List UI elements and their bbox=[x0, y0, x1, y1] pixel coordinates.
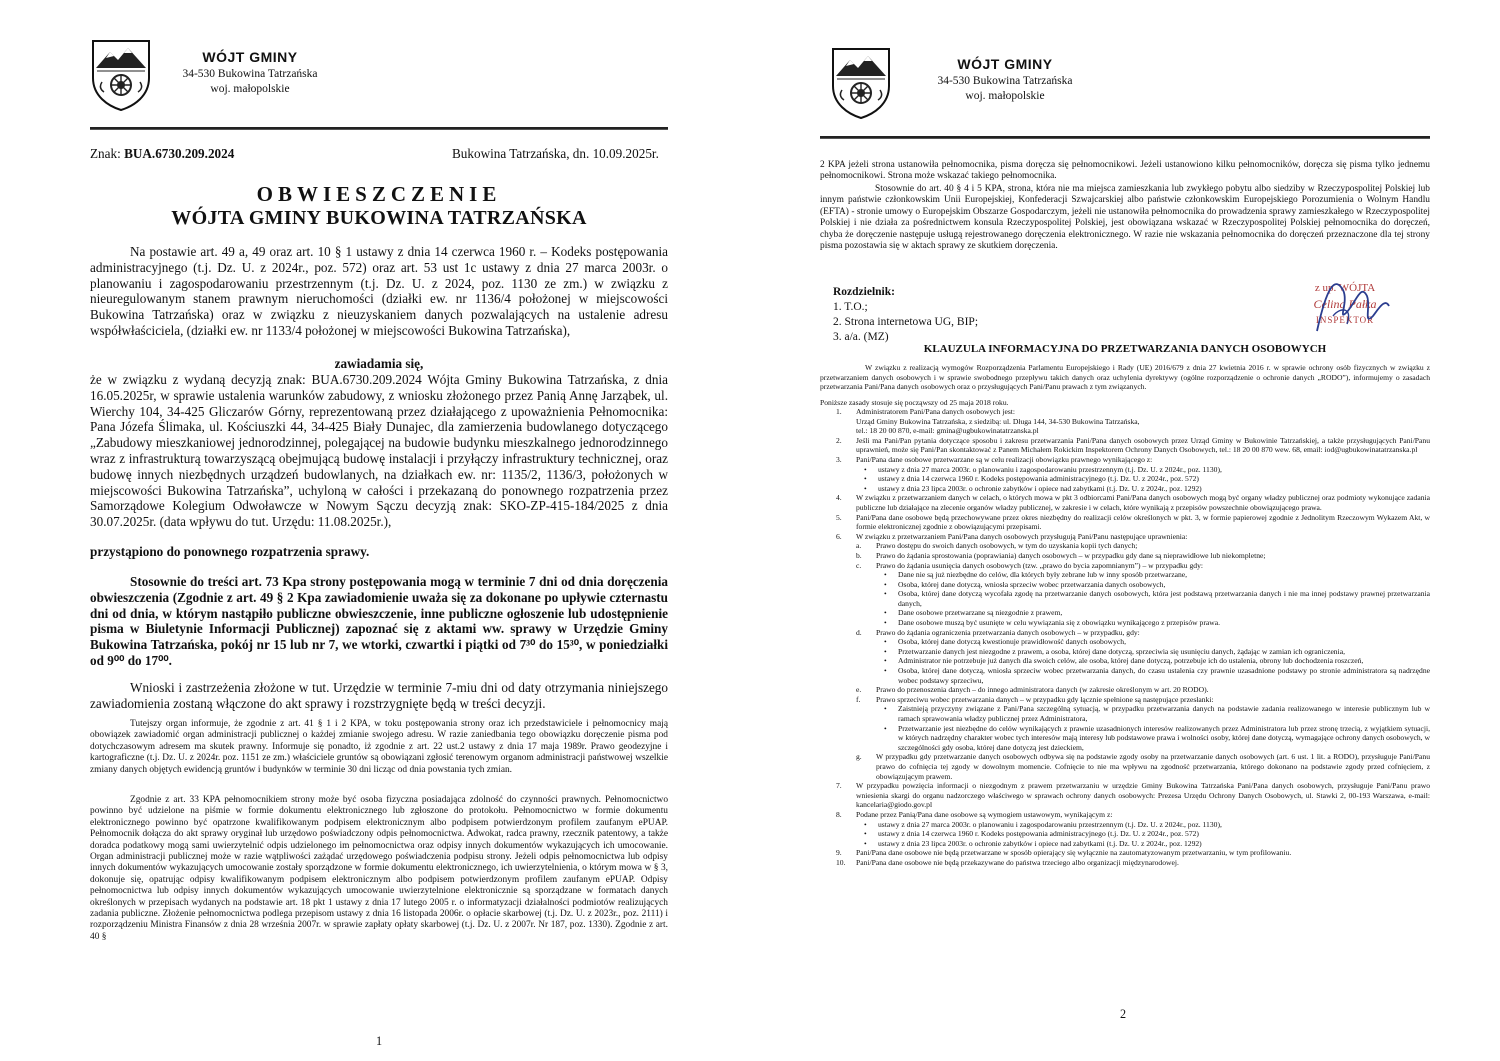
letterhead-address: 34-530 Bukowina Tatrzańska bbox=[182, 68, 318, 80]
erasure-condition: • Osoba, której dane dotyczą wycofała zgodę na przetwarzanie danych osobowych, która jest podstawą przetwarzania danych i nie ma innej podstawy prawnej przetwarzania danych, bbox=[876, 589, 1430, 608]
admin-address: Urząd Gminy Bukowina Tatrzańska, z siedzibą: ul. Długa 144, 34-530 Bukowina Tatrzańska, bbox=[856, 416, 1140, 426]
stamp-line-2: Celina Pałka bbox=[1313, 297, 1377, 311]
right-item-d: d. Prawo do żądania ograniczenia przetwarzania danych osobowych – w przypadku, gdy: • Osoba, której dane dotyczą kwestionuje prawidłowość danych osobowych, • Przetwarzanie danych jest niezgodne z prawem, a osoba, której dane dotyczą, sprzeciwia się usunięciu danych, żądając w zamian ich ograniczenia, • Administrator nie potrzebuje już danych dla swoich celów, ale osoba, której dane dotyczą, potrzebuje ich do ustalenia, obrony lub dochodzenia roszczeń, • Osoba, której dane dotyczą, wniosła sprzeciw wobec przetwarzania danych, do czasu ustalenia czy prawnie uzasadnione podstawy po stronie administratora są nadrzędne wobec podstawy sprzeciwu, bbox=[856, 628, 1430, 686]
statutory-basis-item: • ustawy z dnia 27 marca 2003r. o planowaniu i zagospodarowaniu przestrzennym (t.j. Dz. U. z 2024r., poz. 1130), bbox=[856, 820, 1430, 830]
delivery-paragraph: 2 KPA jeżeli strona ustanowiła pełnomocnika, pisma doręcza się pełnomocnikowi. Jeżeli ustanowiono kilku pełnomocników, doręcza się pisma tylko jednemu pełnomocnikowi. Strona może wskazać takiego pełnomocnika. bbox=[820, 160, 1430, 182]
foreign-party-paragraph: Stosownie do art. 40 § 4 i 5 KPA, strona, która nie ma miejsca zamieszkania lub zwykłego pobytu albo siedziby w Rzeczypospolitej Polskiej lub innym państwie członkowskim Unii Europejskiej, Konfederacji Szwajcarskiej albo państwie członkowskim Europejskiego Porozumienia o Wolnym Handlu (EFTA) - stronie umowy o Europejskim Obszarze Gospodarczym, jeżeli nie ustanowiła pełnomocnika do prowadzenia sprawy zamieszkałego w Rzeczypospolitej Polskiej i nie działa za pośrednictwem konsula Rzeczypospolitej Polskiej, jest obowiązana wskazać w Rzeczypospolitej Polskiej pełnomocnika do doręczeń, chyba że doręczenie następuje usługą rejestrowanego doręczenia elektronicznego. W razie nie wskazania pełnomocnika do doręczeń przeznaczone dla tej strony pisma pozostawia się w aktach sprawy ze skutkiem doręczenia. bbox=[820, 184, 1430, 252]
right-item-a: a. Prawo dostępu do swoich danych osobowych, w tym do uzyskania kopii tych danych; bbox=[856, 541, 1138, 551]
letterhead-region: woj. małopolskie bbox=[210, 83, 290, 95]
objection-condition: • Przetwarzanie jest niezbędne do celów wynikających z prawnie uzasadnionych interesów realizowanych przez Administratora lub przez stronę trzecią, z wyjątkiem sytuacji, w których nadrzędny charakter wobec tych interesów mają interesy lub podstawowe prawa i wolności osoby, której dane dotyczą, wymagające ochrony danych osobowych, w szczególności gdy osoba, której dane dotyczą jest dzieckiem, bbox=[876, 724, 1430, 753]
header-divider bbox=[820, 136, 1430, 139]
address-change-paragraph: Tutejszy organ informuje, że zgodnie z art. 41 § 1 i 2 KPA, w toku postępowania strony oraz ich przedstawiciele i pełnomocnicy mają obowiązek zawiadomić organ administracji publicznej o każdej zmianie swojego adresu. W razie zaniedbania tego obowiązku doręczenie pisma pod dotychczasowym adresem ma skutek prawny. Informuje się ponadto, iż zgodnie z art. 22 ust.2 ustawy z dnia 17 maja 1989r. Prawo geodezyjne i kartograficzne (t.j. Dz. U. z 2024r. poz. 1151 ze zm.) właściciele gruntów są obowiązani zgłosić terenowym organom administracji państwowej wszelkie zmiany danych objętych ewidencją gruntów i budynków w terminie 30 dni licząc od dnia powstania tych zmian. bbox=[90, 719, 668, 775]
clause-item-2: 2. Jeśli ma Pani/Pan pytania dotyczące sposobu i zakresu przetwarzania Pani/Pana danych osobowych przez Urząd Gminy w Bukowinie Tatrzańskiej, a także przysługujących Pani/Panu uprawnień, może się Pani/Pan skontaktować z Panem Michałem Rokickim Inspektorem Ochrony Danych Osobowych, tel.: 18 20 00 870 wew. 68, email: iod@ugbukowinatatrzanska.pl bbox=[836, 435, 1430, 455]
letterhead-region: woj. małopolskie bbox=[965, 90, 1045, 102]
clause-intro: W związku z realizacją wymogów Rozporządzenia Parlamentu Europejskiego i Rady (UE) 2016/679 z dnia 27 kwietnia 2016 r. w sprawie ochrony osób fizycznych w związku z przetwarzaniem danych osobowych i w sprawie swobodnego przepływu takich danych oraz uchylenia dyrektywy (ogólne rozporządzenie o ochronie danych „RODO”), informujemy o zasadach przetwarzania Pani/Pana danych osobowych oraz o przysługujących Pani/Panu prawach z tym związanych. bbox=[820, 363, 1430, 392]
distribution-item: 3. a/a. (MZ) bbox=[833, 331, 889, 343]
distribution-list bbox=[833, 285, 978, 345]
document-subtitle: WÓJTA GMINY BUKOWINA TATRZAŃSKA bbox=[171, 207, 587, 229]
page-number-1: 1 bbox=[376, 1034, 383, 1048]
legal-basis-item: • ustawy z dnia 27 marca 2003r. o planowaniu i zagospodarowaniu przestrzennym (t.j. Dz. U. z 2024r., poz. 1130), bbox=[856, 465, 1430, 475]
clause-item-10: 10. Pani/Pana dane osobowe nie będą przekazywane do państwa trzeciego albo organizacji międzynarodowej. bbox=[836, 857, 1179, 867]
letterhead bbox=[175, 48, 325, 97]
inspection-paragraph: Stosownie do treści art. 73 Kpa strony postępowania mogą w terminie 7 dni od dnia doręczenia obwieszczenia (Zgodnie z art. 49 § 2 Kpa zawiadomienie uważa się za dokonane po upływie czternastu dni od dnia, w którym nastąpiło publiczne obwieszczenie, inne publiczne ogłoszenie lub udostępnienie pisma w Biuletynie Informacji Publicznej) zapoznać się z aktami ww. sprawy w Urzędzie Gminy Bukowina Tatrzańska, pokój nr 15 lub nr 7, we wtorki, czwartki i piątki od 7³⁰ do 15³⁰, w poniedziałki od 9⁰⁰ do 17⁰⁰. bbox=[90, 574, 668, 668]
right-item-b: b. Prawo do żądania sprostowania (poprawiania) danych osobowych – w przypadku gdy dane są nieprawidłowe lub niekompletne; bbox=[856, 550, 1266, 560]
clause-item-1: 1. Administratorem Pani/Pana danych osobowych jest: Urząd Gminy Bukowina Tatrzańska, z siedzibą: ul. Długa 144, 34-530 Bukowina Tatrzańska, tel.: 18 20 00 870, e-mail: gmina@ugbukowinatatrzanska.pl bbox=[836, 407, 1430, 436]
legal-basis-item: • ustawy z dnia 23 lipca 2003r. o ochronie zabytków i opiece nad zabytkami (t.j. Dz. U. z 2024r., poz. 1292) bbox=[856, 484, 1430, 494]
power-of-attorney-paragraph: Zgodnie z art. 33 KPA pełnomocnikiem strony może być osoba fizyczna posiadająca zdolność do czynności prawnych. Pełnomocnictwo powinno być udzielone na piśmie w formie dokumentu elektronicznego lub zgłoszone do protokołu. Pełnomocnictwo w formie dokumentu elektronicznego powinno być opatrzone kwalifikowanym podpisem elektronicznym albo podpisem potwierdzonym profilem zaufanym ePUAP. Pełnomocnik dołącza do akt sprawy oryginał lub urzędowo poświadczony odpis pełnomocnictwa. Adwokat, radca prawny, rzecznik patentowy, a także doradca podatkowy mogą sami uwierzytelnić odpis udzielonego im pełnomocnictwa oraz odpisy innych dokumentów wykazujących ich umocowanie. Organ administracji publicznej może w razie wątpliwości zażądać urzędowego poświadczenia podpisu strony. Jeżeli odpis pełnomocnictwa lub odpisy innych dokumentów wykazujących umocowanie zostały sporządzone w formie dokumentu elektronicznego, ich uwierzytelnienia, o którym mowa w § 3, dokonuje się, opatrując odpisy kwalifikowanym podpisem elektronicznym albo podpisem potwierdzonym profilem zaufanym ePUAP. Odpisy pełnomocnictwa lub odpisy innych dokumentów wykazujących umocowanie uwierzytelnione elektronicznie są sporządzane w formatach danych określonych w przepisach wydanych na podstawie art. 18 pkt 1 ustawy z dnia 17 lutego 2005 r. o informatyzacji działalności podmiotów realizujących zadania publiczne. Złożenie pełnomocnictwa podlega przepisom ustawy z dnia 16 listopada 2006r. o opłacie skarbowej (t.j. Dz. U. z 2023r., poz. 2111) i rozporządzeniu Ministra Finansów z dnia 28 września 2007r. w sprawie zapłaty opłaty skarbowej (t.j. Dz. U. z 2007r. Nr 187, poz. 1330). Zgodnie z art. 40 § bbox=[90, 795, 668, 942]
intro-paragraph: Na postawie art. 49 a, 49 oraz art. 10 § 1 ustawy z dnia 14 czerwca 1960 r. – Kodeks postępowania administracyjnego (t.j. Dz. U. z 2024r., poz. 572) oraz art. 53 ust 1c ustawy z dnia 27 marca 2003r. o planowaniu i zagospodarowaniu przestrzennym (t.j. Dz. U. z 2024, poz. 1130 ze zm.) w związku z nieuregulowanym stanem prawnym nieruchomości (działki ew. nr 1136/4 położonej w miejscowości Bukowina Tatrzańska) oraz w związku z nieuzyskaniem danych pozwalających na ustalenie adresu współwłaściciela, (działki ew. nr 1133/4 położonej w miejscowości Bukowina Tatrzańska), bbox=[90, 244, 668, 338]
document-title: OBWIESZCZENIE bbox=[256, 182, 502, 206]
handwritten-signature-icon bbox=[1277, 276, 1417, 340]
stamp-line-1: z up. WÓJTA bbox=[1314, 282, 1376, 294]
proceeded-line: przystąpiono do ponownego rozpatrzenia sprawy. bbox=[90, 544, 370, 559]
reference-number: Znak: BUA.6730.209.2024 bbox=[90, 146, 235, 161]
notice-heading: zawiadamia się, bbox=[334, 356, 424, 371]
clause-item-9: 9. Pani/Pana dane osobowe nie będą przetwarzane w sposób opierający się wyłącznie na zautomatyzowanym przetwarzaniu, w tym profilowaniu. bbox=[836, 848, 1292, 858]
header-divider bbox=[90, 127, 668, 130]
coat-of-arms-icon bbox=[90, 38, 152, 112]
statutory-basis-item: • ustawy z dnia 14 czerwca 1960 r. Kodeks postępowania administracyjnego (t.j. Dz. U. z 2024r., poz. 572) bbox=[856, 829, 1430, 839]
letterhead-title: WÓJT GMINY bbox=[957, 56, 1053, 72]
distribution-label: Rozdzielnik: bbox=[833, 286, 895, 298]
signature-stamp bbox=[1277, 276, 1417, 340]
legal-basis-item: • ustawy z dnia 14 czerwca 1960 r. Kodeks postępowania administracyjnego (t.j. Dz. U. z 2024r., poz. 572) bbox=[856, 474, 1430, 484]
restriction-condition: • Administrator nie potrzebuje już danych dla swoich celów, ale osoba, której dane dotyczą, potrzebuje ich do ustalenia, obrony lub dochodzenia roszczeń, bbox=[876, 656, 1430, 666]
coat-of-arms-icon bbox=[830, 46, 892, 120]
right-item-g: g. W przypadku gdy przetwarzanie danych osobowych odbywa się na podstawie zgody osoby na przetwarzanie danych osobowych (art. 6 ust. 1 lit. a RODO), przysługuje Pani/Panu prawo do cofnięcia tej zgody w dowolnym momencie. Cofnięcie to nie ma wpływu na zgodność przetwarzania, którego dokonano na podstawie zgody przed cofnięciem, z obowiązującym prawem. bbox=[856, 752, 1430, 781]
erasure-condition: • Osoba, której dane dotyczą, wniosła sprzeciw wobec przetwarzania danych osobowych, bbox=[876, 580, 1430, 590]
clause-item-4: 4. W związku z przetwarzaniem danych w celach, o których mowa w pkt 3 odbiorcami Pani/Pana danych osobowych mogą być organy władzy publicznej oraz podmioty wykonujące zadania publiczne lub działające na zlecenie organów władzy publicznej, w zakresie i w celach, które wynikają z przepisów powszechnie obowiązującego prawa. bbox=[836, 493, 1430, 512]
admin-contact: tel.: 18 20 00 870, e-mail: gmina@ugbukowinatatrzanska.pl bbox=[856, 426, 1039, 436]
erasure-condition: • Dane osobowe muszą być usunięte w celu wywiązania się z obowiązku wynikającego z przepisów prawa. bbox=[876, 618, 1430, 628]
letterhead bbox=[930, 55, 1080, 104]
notice-body: że w związku z wydaną decyzją znak: BUA.6730.209.2024 Wójta Gminy Bukowina Tatrzańska, z dnia 16.05.2025r, w sprawie ustalenia warunków zabudowy, z wniosku złożonego przez Panią Annę Jarząbek, ul. Wierchy 104, 34-425 Gliczarów Górny, reprezentowaną przez działającego z upoważnienia Pełnomocnika: Pana Józefa Ślimaka, ul. Kościuszki 44, 34-425 Biały Dunajec, dla zamierzenia budowlanego dotyczącego „Zabudowy mieszkaniowej jednorodzinnej, polegającej na budowie budynku mieszkalnego jednorodzinnego wraz z infrastrukturą towarzyszącą obejmującą budowę instalacji i przyłączy infrastruktury technicznej, oraz budowę innych niezbędnych urządzeń budowlanych, na działkach ew. nr: 1135/2, 1136/3, położonych w miejscowości Bukowina Tatrzańska”, uchyloną w całości i przekazaną do ponownego rozpatrzenia przez Samorządowe Kolegium Odwoławcze w Nowym Sączu decyzją znak: SKO-ZP-415-184/2025 z dnia 30.07.2025r. (data wpływu do tut. Urzędu: 11.08.2025r.), bbox=[90, 372, 668, 530]
clause-item-7: 7. W przypadku powzięcia informacji o niezgodnym z prawem przetwarzaniu w urzędzie Gminy Bukowina Tatrzańska Pani/Pana danych osobowych, przysługuje Pani/Panu prawo wniesienia skargi do organu nadzorczego właściwego w sprawach ochrony danych osobowych: Prezesa Urzędu Ochrony Danych Osobowych, ul. Stawki 2, 00-193 Warszawa, e-mail: kancelaria@giodo.gov.pl bbox=[836, 781, 1430, 810]
erasure-condition: • Dane nie są już niezbędne do celów, dla których były zebrane lub w inny sposób przetwarzane, bbox=[876, 570, 1430, 580]
letterhead-address: 34-530 Bukowina Tatrzańska bbox=[937, 75, 1073, 87]
page-2 bbox=[750, 0, 1500, 1061]
distribution-item: 2. Strona internetowa UG, BIP; bbox=[833, 316, 979, 328]
restriction-condition: • Przetwarzanie danych jest niezgodne z prawem, a osoba, której dane dotyczą, sprzeciwia się usunięciu danych, żądając w zamian ich ograniczenia, bbox=[876, 647, 1430, 657]
right-item-c: c. Prawo do żądania usunięcia danych osobowych (tzw. „prawo do bycia zapomnianym”) – w przypadku gdy: • Dane nie są już niezbędne do celów, dla których były zebrane lub w inny sposób przetwarzane, • Osoba, której dane dotyczą, wniosła sprzeciw wobec przetwarzania danych osobowych, • Osoba, której dane dotyczą wycofała zgodę na przetwarzanie danych osobowych, która jest podstawą przetwarzania danych i nie ma innej podstawy prawnej przetwarzania danych, • Dane osobowe przetwarzane są niezgodnie z prawem, • Dane osobowe muszą być usunięte w celu wywiązania się z obowiązku wynikającego z przepisów prawa. bbox=[856, 561, 1430, 628]
statutory-basis-item: • ustawy z dnia 23 lipca 2003r. o ochronie zabytków i opiece nad zabytkami (t.j. Dz. U. z 2024r., poz. 1292) bbox=[856, 839, 1430, 849]
restriction-condition: • Osoba, której dane dotyczą, wniosła sprzeciw wobec przetwarzania danych, do czasu ustalenia czy prawnie uzasadnione podstawy po stronie administratora są nadrzędne wobec podstawy sprzeciwu, bbox=[876, 666, 1430, 685]
stamp-line-3: INSPEKTOR bbox=[1315, 315, 1375, 325]
restriction-condition: • Osoba, której dane dotyczą kwestionuje prawidłowość danych osobowych, bbox=[876, 637, 1430, 647]
distribution-item: 1. T.O.; bbox=[833, 301, 868, 313]
clause-item-8: 8. Podane przez Panią/Pana dane osobowe są wymogiem ustawowym, wynikającym z: • ustawy z dnia 27 marca 2003r. o planowaniu i zagospodarowaniu przestrzennym (t.j. Dz. U. z 2024r., poz. 1130), • ustawy z dnia 14 czerwca 1960 r. Kodeks postępowania administracyjnego (t.j. Dz. U. z 2024r., poz. 572) • ustawy z dnia 23 lipca 2003r. o ochronie zabytków i opiece nad zabytkami (t.j. Dz. U. z 2024r., poz. 1292) bbox=[836, 810, 1430, 848]
right-item-e: e. Prawo do przenoszenia danych – do innego administratora danych (w zakresie określonym w art. 20 RODO). bbox=[856, 685, 1209, 695]
document-date: Bukowina Tatrzańska, dn. 10.09.2025r. bbox=[452, 146, 659, 161]
page-number-2: 2 bbox=[1120, 1007, 1127, 1021]
objections-paragraph: Wnioski i zastrzeżenia złożone w tut. Urzędzie w terminie 7-miu dni od daty otrzymania niniejszego zawiadomienia zostaną włączone do akt sprawy i rozstrzygnięte będą w treści decyzji. bbox=[90, 680, 668, 711]
clause-since: Poniższe zasady stosuje się począwszy od 25 maja 2018 roku. bbox=[820, 398, 1009, 407]
objection-condition: • Zaistnieją przyczyny związane z Pani/Pana szczególną sytuacją, w przypadku przetwarzania danych na podstawie zadania realizowanego w interesie publicznym lub w ramach sprawowania władzy publicznej przez Administratora, bbox=[876, 704, 1430, 723]
clause-item-3: 3. Pani/Pana dane osobowe przetwarzane są w celu realizacji obowiązku prawnego wynikającego z: • ustawy z dnia 27 marca 2003r. o planowaniu i zagospodarowaniu przestrzennym (t.j. Dz. U. z 2024r., poz. 1130), • ustawy z dnia 14 czerwca 1960 r. Kodeks postępowania administracyjnego (t.j. Dz. U. z 2024r., poz. 572) • ustawy z dnia 23 lipca 2003r. o ochronie zabytków i opiece nad zabytkami (t.j. Dz. U. z 2024r., poz. 1292) bbox=[836, 455, 1430, 493]
rights-list bbox=[836, 541, 1430, 781]
right-item-f: f. Prawo sprzeciwu wobec przetwarzania danych – w przypadku gdy łącznie spełnione są następujące przesłanki: • Zaistnieją przyczyny związane z Pani/Pana szczególną sytuacją, w przypadku przetwarzania danych na podstawie zadania realizowanego w interesie publicznym lub w ramach sprawowania władzy publicznej przez Administratora, • Przetwarzanie jest niezbędne do celów wynikających z prawnie uzasadnionych interesów realizowanych przez Administratora lub przez stronę trzecią, z wyjątkiem sytuacji, w których nadrzędny charakter wobec tych interesów mają interesy lub podstawowe prawa i wolności osoby, której dane dotyczą, wymagające ochrony danych osobowych, w szczególności gdy osoba, której dane dotyczą jest dzieckiem, bbox=[856, 695, 1430, 753]
letterhead-title: WÓJT GMINY bbox=[202, 49, 298, 65]
erasure-condition: • Dane osobowe przetwarzane są niezgodnie z prawem, bbox=[876, 608, 1430, 618]
clause-list bbox=[836, 407, 1430, 868]
clause-item-5: 5. Pani/Pana dane osobowe będą przechowywane przez okres niezbędny do realizacji celów określonych w pkt. 3, w formie papierowej zgodnie z Jednolitym Rzeczowym Wykazem Akt, w formie elektronicznej zgodnie z obowiązującymi przepisami. bbox=[836, 512, 1430, 532]
clause-item-6: 6. W związku z przetwarzaniem Pani/Pana danych osobowych przysługują Pani/Panu następujące uprawnienia: bbox=[836, 531, 1188, 541]
clause-title: KLAUZULA INFORMACYJNA DO PRZETWARZANIA DANYCH OSOBOWYCH bbox=[923, 343, 1327, 355]
